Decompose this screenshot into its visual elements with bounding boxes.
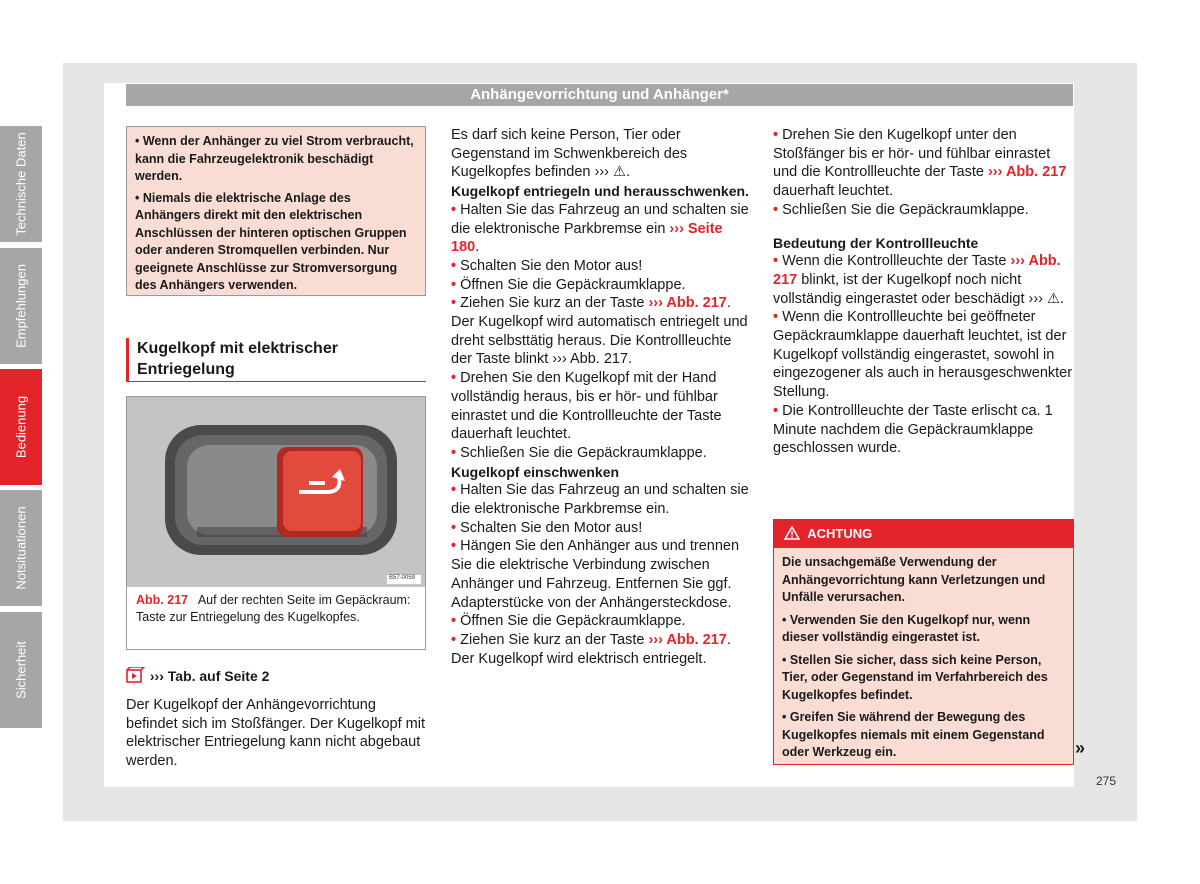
figure-label: Abb. 217	[136, 593, 189, 607]
list-item: • Schalten Sie den Motor aus!	[451, 519, 643, 536]
release-button-illustration	[127, 397, 425, 587]
table-reference[interactable]	[126, 667, 269, 684]
bullet-icon: •	[451, 519, 461, 536]
middle-column	[451, 126, 751, 668]
figure-code: B57-0059	[389, 575, 416, 581]
list-item: • Hängen Sie den Anhänger aus und trennen Sie die elektrische Verbindung zwischen Anhänger und Fahrzeug. Entfernen Sie ggf. Adapterstücke von der Anhängersteckdose.	[451, 538, 740, 611]
bullet-icon: •	[773, 309, 783, 326]
list-item: • Drehen Sie den Kugelkopf unter den Stoßfänger bis er hör- und fühlbar einrastet und die Kontrollleuchte der Taste ››› Abb. 217 dauerhaft leuchtet.	[773, 127, 1067, 200]
bullet-icon: •	[773, 127, 783, 143]
bullet-icon: •	[451, 613, 461, 630]
bullet-icon: •	[451, 257, 461, 274]
caution-box	[773, 519, 1074, 765]
warning-icon	[784, 526, 800, 540]
list-item: • Halten Sie das Fahrzeug an und schalten sie die elektronische Parkbremse ein.	[451, 482, 749, 518]
continue-mark: »	[1075, 738, 1086, 758]
cross-reference-link[interactable]: ››› Seite 180	[451, 220, 723, 256]
tab-empfehlungen[interactable]	[0, 248, 42, 364]
cross-reference-link[interactable]: ››› Abb. 217	[648, 295, 727, 312]
figure-image	[127, 397, 425, 587]
caution-header	[774, 520, 1073, 548]
tab-notsituationen[interactable]	[0, 490, 42, 606]
tab-technische-daten[interactable]	[0, 126, 42, 242]
list-item: • Schließen Sie die Gepäckraumklappe.	[773, 201, 1029, 218]
instruction-list	[451, 201, 751, 463]
warning-box	[126, 126, 426, 296]
tab-label: Notsituationen	[13, 506, 29, 590]
tab-label: Bedienung	[13, 395, 29, 459]
bullet-icon: •	[451, 370, 461, 387]
bullet-icon: •	[451, 276, 461, 293]
cross-reference-link[interactable]: ››› Abb. 217	[773, 253, 1061, 288]
list-item: • Öffnen Sie die Gepäckraumklappe.	[451, 276, 686, 293]
section-title: Kugelkopf mit elektrischer Entriegelung	[126, 338, 426, 382]
tab-bedienung[interactable]	[0, 369, 42, 485]
list-item: • Die Kontrollleuchte der Taste erlischt ca. 1 Minute nachdem die Gepäckraumklappe geschlossen wurde.	[773, 402, 1053, 457]
list-item: • Öffnen Sie die Gepäckraumklappe.	[451, 613, 686, 630]
list-item: • Ziehen Sie kurz an der Taste ››› Abb. 217. Der Kugelkopf wird automatisch entriegelt und dreht selbsttätig heraus. Die Kontrollleuchte der Taste blinkt ››› Abb. 217.	[451, 295, 748, 368]
cross-reference-link[interactable]: ››› Abb. 217	[648, 631, 727, 648]
subheading: Bedeutung der Kontrollleuchte	[773, 234, 979, 251]
tab-sicherheit[interactable]	[0, 612, 42, 728]
warning-item: • Niemals die elektrische Anlage des Anhängers direkt mit den elektrischen Anschlüssen der hinteren optischen Gruppen oder anderen Stromquellen verbinden. Nur geeignete Anschlüsse zur Stromversorgung des Anhängers verwenden.	[135, 190, 407, 292]
instruction-list	[451, 481, 751, 668]
bullet-icon: •	[773, 402, 783, 419]
bullet-icon: •	[451, 444, 461, 461]
tab-label: Sicherheit	[13, 641, 29, 699]
page-number: 275	[1096, 774, 1117, 788]
bullet-icon: •	[451, 631, 461, 648]
bullet-icon: •	[773, 201, 783, 218]
list-item: • Wenn die Kontrollleuchte bei geöffneter Gepäckraumklappe dauerhaft leuchtet, ist der Kugelkopf vollständig eingerastet, sowohl in eingezogener als auch in herausgeschwenkter Stellung.	[773, 309, 1073, 401]
bullet-icon: •	[773, 253, 783, 270]
warning-item: • Wenn der Anhänger zu viel Strom verbraucht, kann die Fahrzeugelektronik beschädigt werden.	[135, 134, 414, 183]
caution-intro: Die unsachgemäße Verwendung der Anhängevorrichtung kann Verletzungen und Unfälle verursachen.	[782, 555, 1046, 604]
tab-label: Empfehlungen	[13, 264, 29, 348]
page-header: Anhängevorrichtung und Anhänger*	[126, 84, 1073, 106]
bullet-icon: •	[451, 482, 461, 499]
tab-label: Technische Daten	[13, 132, 29, 236]
instruction-list	[773, 252, 1073, 458]
list-item: • Schalten Sie den Motor aus!	[451, 257, 643, 274]
caution-item: • Greifen Sie während der Bewegung des Kugelkopfes niemals mit einem Gegenstand oder Werkzeug ein.	[782, 710, 1045, 759]
right-column	[773, 126, 1073, 458]
list-item: • Halten Sie das Fahrzeug an und schalten sie die elektronische Parkbremse ein ››› Seite 180.	[451, 201, 749, 256]
left-paragraph: Der Kugelkopf der Anhängevorrichtung befindet sich im Stoßfänger. Der Kugelkopf mit elektrischer Entriegelung kann nicht abgebaut werden.	[126, 697, 426, 770]
caution-title: ACHTUNG	[807, 526, 873, 541]
caution-item: • Verwenden Sie den Kugelkopf nur, wenn dieser vollständig eingerastet ist.	[782, 612, 1031, 644]
figure-caption	[136, 592, 416, 626]
cross-reference-link[interactable]: ››› Abb. 217	[987, 164, 1067, 181]
subheading: Kugelkopf entriegeln und herausschwenken.	[451, 183, 749, 200]
list-item: • Drehen Sie den Kugelkopf mit der Hand vollständig heraus, bis er hör- und fühlbar einrastet und die Kontrollleuchte der Taste dauerhaft leuchtet.	[451, 370, 722, 443]
instruction-list	[773, 126, 1073, 220]
bullet-icon: •	[451, 538, 461, 555]
caution-item: • Stellen Sie sicher, dass sich keine Person, Tier, oder Gegenstand im Verfahrbereich des Kugelkopfes befindet.	[782, 652, 1048, 702]
subheading: Kugelkopf einschwenken	[451, 463, 620, 480]
caution-body	[774, 548, 1073, 773]
list-item: • Ziehen Sie kurz an der Taste ››› Abb. 217. Der Kugelkopf wird elektrisch entriegelt.	[451, 631, 731, 667]
list-item: • Schließen Sie die Gepäckraumklappe.	[451, 444, 707, 461]
bullet-icon: •	[451, 295, 461, 312]
list-item: • Wenn die Kontrollleuchte der Taste ››› Abb. 217 blinkt, ist der Kugelkopf noch nicht vollständig eingerastet oder beschädigt ››› ⚠.	[773, 253, 1065, 307]
table-reference-text: ››› Tab. auf Seite 2	[149, 668, 270, 684]
figure-caption-text: Auf der rechten Seite im Gepäckraum: Taste zur Entriegelung des Kugelkopfes.	[136, 593, 411, 624]
bullet-icon: •	[451, 201, 461, 218]
intro-paragraph: Es darf sich keine Person, Tier oder Gegenstand im Schwenkbereich des Kugelkopfes befinden ››› ⚠.	[451, 127, 688, 181]
figure	[126, 396, 426, 650]
video-icon	[126, 667, 146, 684]
